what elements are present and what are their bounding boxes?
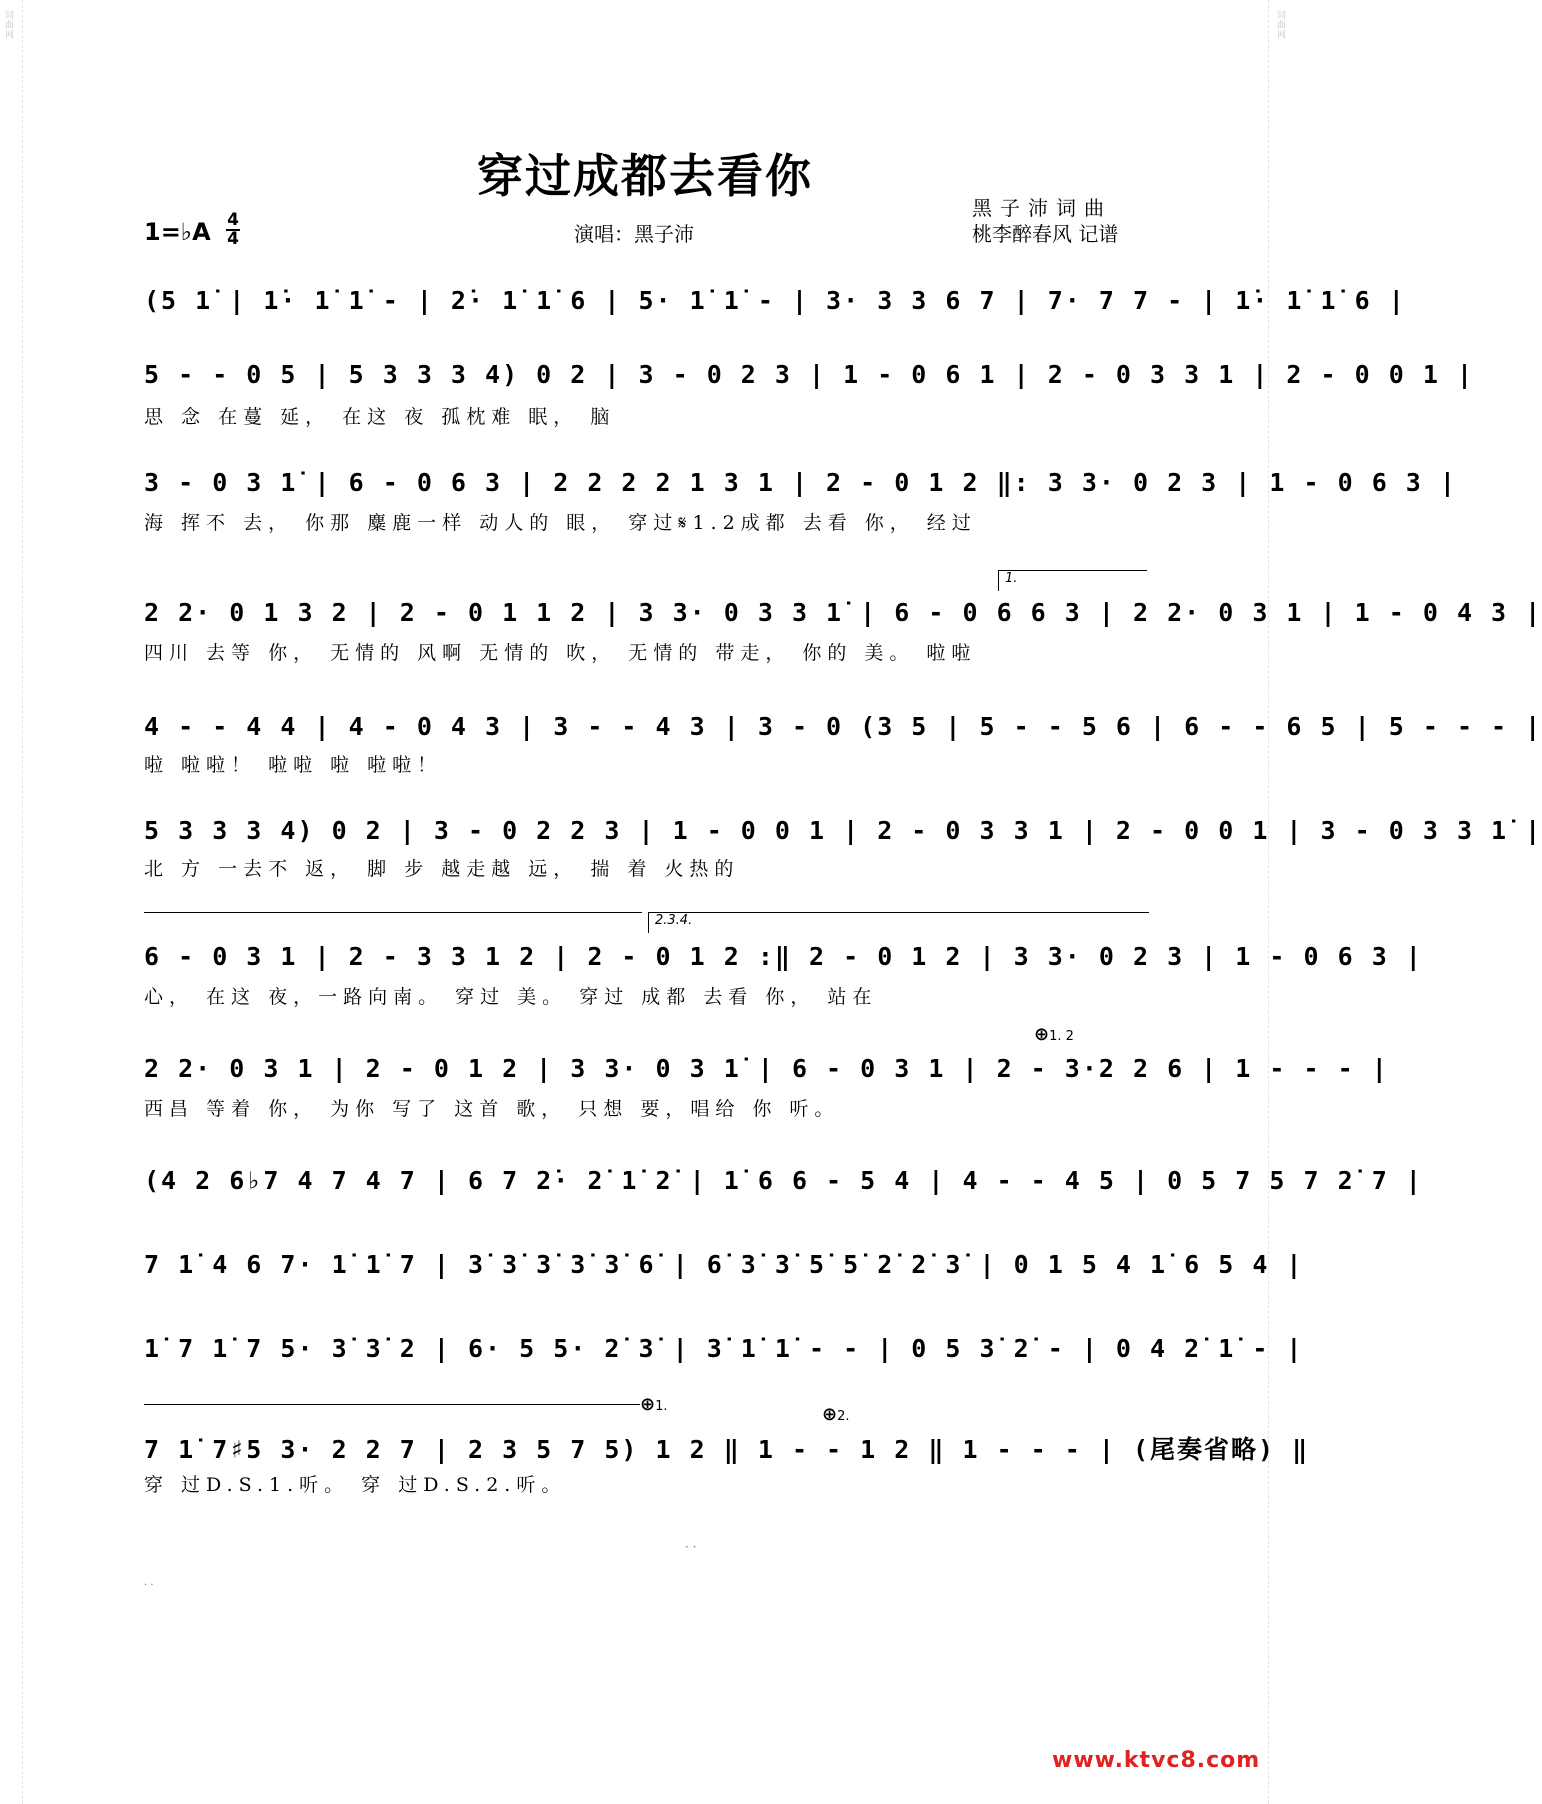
coda-mark-2: ⊕2. <box>822 1404 850 1425</box>
key-signature: 1=♭A <box>144 218 211 246</box>
watermark-text: 词曲网 <box>1275 10 1285 40</box>
notation-row: (4 2 6♭7 4 7 4 7 | 6 7 2̇· 2̇ 1̇ 2̇ | 1̇ 6 6 - 5 4 | 4 - - 4 5 | 0 5 7 5 7 2̇ 7 | <box>144 1166 1423 1195</box>
lyrics-row: 西昌 等着 你， 为你 写了 这首 歌， 只想 要，唱给 你 听。 <box>144 1098 840 1120</box>
ending-bracket-line <box>144 1404 640 1405</box>
website-watermark[interactable]: www.ktvc8.com <box>1052 1748 1261 1773</box>
notation-row: 5 - - 0 5 | 5 3 3 3 4) 0 2 | 3 - 0 2 3 | 1 - 0 6 1 | 2 - 0 3 3 1 | 2 - 0 0 1 | <box>144 360 1474 389</box>
volta-bracket-1: 1. <box>998 570 1147 591</box>
coda-mark-1: ⊕1. <box>640 1394 668 1415</box>
notation-row: 2 2· 0 3 1 | 2 - 0 1 2 | 3 3· 0 3 1̇ | 6 - 0 3 1 | 2 - 3·2 2 6 | 1 - - - | <box>144 1054 1389 1083</box>
volta-bracket-2: 2.3.4. <box>648 912 1149 933</box>
watermark-text: 词曲网 <box>3 10 13 40</box>
singer-credit: 演唱：黑子沛 <box>574 222 694 246</box>
time-signature-bottom: 4 <box>227 229 239 249</box>
lyrics-row: 海 挥不 去， 你那 麋鹿一样 动人的 眼， 穿过𝄋1.2成都 去看 你， 经过 <box>144 512 977 534</box>
composer-credit: 黑子沛词曲 <box>972 196 1112 220</box>
time-signature <box>226 212 240 248</box>
volta-bracket-line <box>144 912 642 913</box>
lyrics-row: 思 念 在蔓 延， 在这 夜 孤枕难 眠， 脑 <box>144 406 616 428</box>
notation-row: 5 3 3 3 4) 0 2 | 3 - 0 2 2 3 | 1 - 0 0 1 | 2 - 0 3 3 1 | 2 - 0 0 1 | 3 - 0 3 3 1̇ | <box>144 816 1542 845</box>
notation-row: (5 1̇ | 1̇· 1̇ 1̇ - | 2̇· 1̇ 1̇ 6 | 5· 1̇ 1̇ - | 3· 3 3 6 7 | 7· 7 7 - | 1̇· 1̇ 1̇ 6 | <box>144 286 1406 315</box>
notation-row: 1̇ 7 1̇ 7 5· 3̇ 3̇ 2 | 6· 5 5· 2̇ 3̇ | 3̇ 1̇ 1̇ - - | 0 5 3̇ 2̇ - | 0 4 2̇ 1̇ - | <box>144 1334 1304 1363</box>
notation-row: 4 - - 4 4 | 4 - 0 4 3 | 3 - - 4 3 | 3 - 0 (3 5 | 5 - - 5 6 | 6 - - 6 5 | 5 - - - | <box>144 712 1542 741</box>
page-mark: · · <box>685 1540 697 1554</box>
lyrics-row: 四川 去等 你， 无情的 风啊 无情的 吹， 无情的 带走， 你的 美。 啦啦 <box>144 642 977 664</box>
lyrics-row: 穿 过D.S.1.听。 穿 过D.S.2.听。 <box>144 1474 567 1496</box>
lyrics-row: 北 方 一去不 返， 脚 步 越走越 远， 揣 着 火热的 <box>144 858 740 880</box>
lyrics-row: 心， 在这 夜，一路向南。 穿过 美。 穿过 成都 去看 你， 站在 <box>144 986 878 1008</box>
notation-row: 2 2· 0 1 3 2 | 2 - 0 1 1 2 | 3 3· 0 3 3 1̇ | 6 - 0 6 6 3 | 2 2· 0 3 1 | 1 - 0 4 3 | <box>144 598 1542 627</box>
coda-mark-1-2: ⊕1. 2 <box>1034 1024 1074 1045</box>
notation-row: 3 - 0 3 1̇ | 6 - 0 6 3 | 2 2 2 2 1 3 1 | 2 - 0 1 2 ‖: 3 3· 0 2 3 | 1 - 0 6 3 | <box>144 468 1457 497</box>
notation-row: 6 - 0 3 1 | 2 - 3 3 1 2 | 2 - 0 1 2 :‖ 2 - 0 1 2 | 3 3· 0 2 3 | 1 - 0 6 3 | <box>144 942 1423 971</box>
coda-icon: ⊕ <box>1034 1024 1050 1045</box>
time-signature-top: 4 <box>227 210 239 230</box>
transcriber-credit: 桃李醉春风 记谱 <box>972 222 1119 246</box>
coda-icon: ⊕ <box>640 1394 656 1415</box>
right-watermark-strip <box>1272 0 1290 1804</box>
coda-icon: ⊕ <box>822 1404 838 1425</box>
notation-row: 7 1̇ 4 6 7· 1̇ 1̇ 7 | 3̇ 3̇ 3̇ 3̇ 3̇ 6̇ | 6̇ 3̇ 3̇ 5̇ 5̇ 2̇ 2̇ 3̇ | 0 1 5 4 1̇ 6 5 4 | <box>144 1250 1304 1279</box>
page-mark: · · <box>144 1580 154 1591</box>
song-title: 穿过成都去看你 <box>477 149 813 203</box>
notation-row: 7 1̇ 7♯5 3· 2 2 7 | 2 3 5 7 5) 1 2 ‖ 1 - - 1 2 ‖ 1 - - - | (尾奏省略) ‖ <box>144 1435 1310 1464</box>
left-watermark-strip <box>0 0 18 1804</box>
lyrics-row: 啦 啦啦！ 啦啦 啦 啦啦！ <box>144 754 443 776</box>
